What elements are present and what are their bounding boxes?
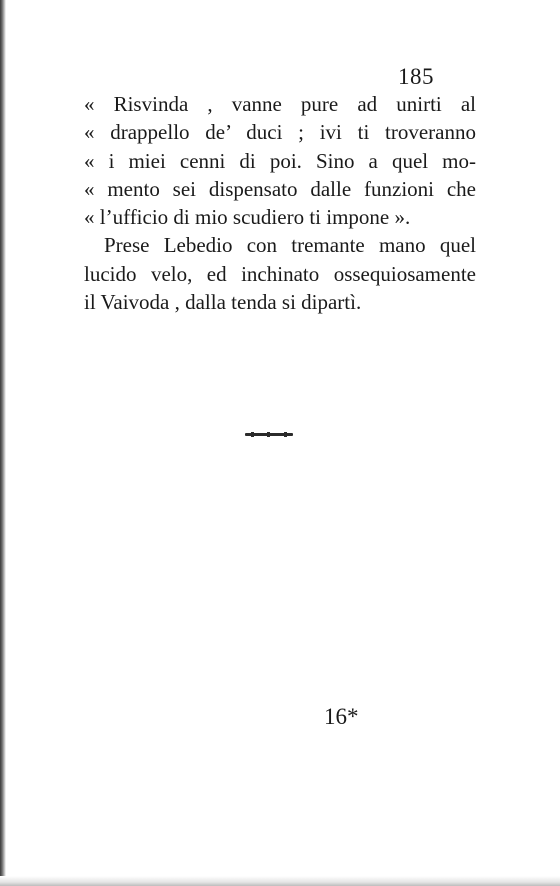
text-line: « mento sei dispensato dalle funzioni che <box>84 176 476 201</box>
page-binding-edge <box>0 0 6 886</box>
page-number: 185 <box>398 64 434 89</box>
ornamental-rule-divider <box>245 432 293 437</box>
text-line: « l’ufficio di mio scudiero ti impone ». <box>84 205 411 230</box>
text-line: « i miei cenni di poi. Sino a quel mo- <box>84 148 476 173</box>
signature-mark: 16* <box>324 704 359 729</box>
page-bottom-edge <box>0 876 560 886</box>
text-line: il Vaivoda , dalla tenda si dipartì. <box>84 290 362 315</box>
text-line: « drappello de’ duci ; ivi ti troveranno <box>84 120 476 145</box>
text-line: « Risvinda , vanne pure ad unirti al <box>84 92 476 116</box>
body-text <box>84 90 476 316</box>
text-line: lucido velo, ed inchinato ossequiosamente <box>84 261 476 286</box>
text-line-paragraph-start: Prese Lebedio con tremante mano quel <box>104 233 476 258</box>
